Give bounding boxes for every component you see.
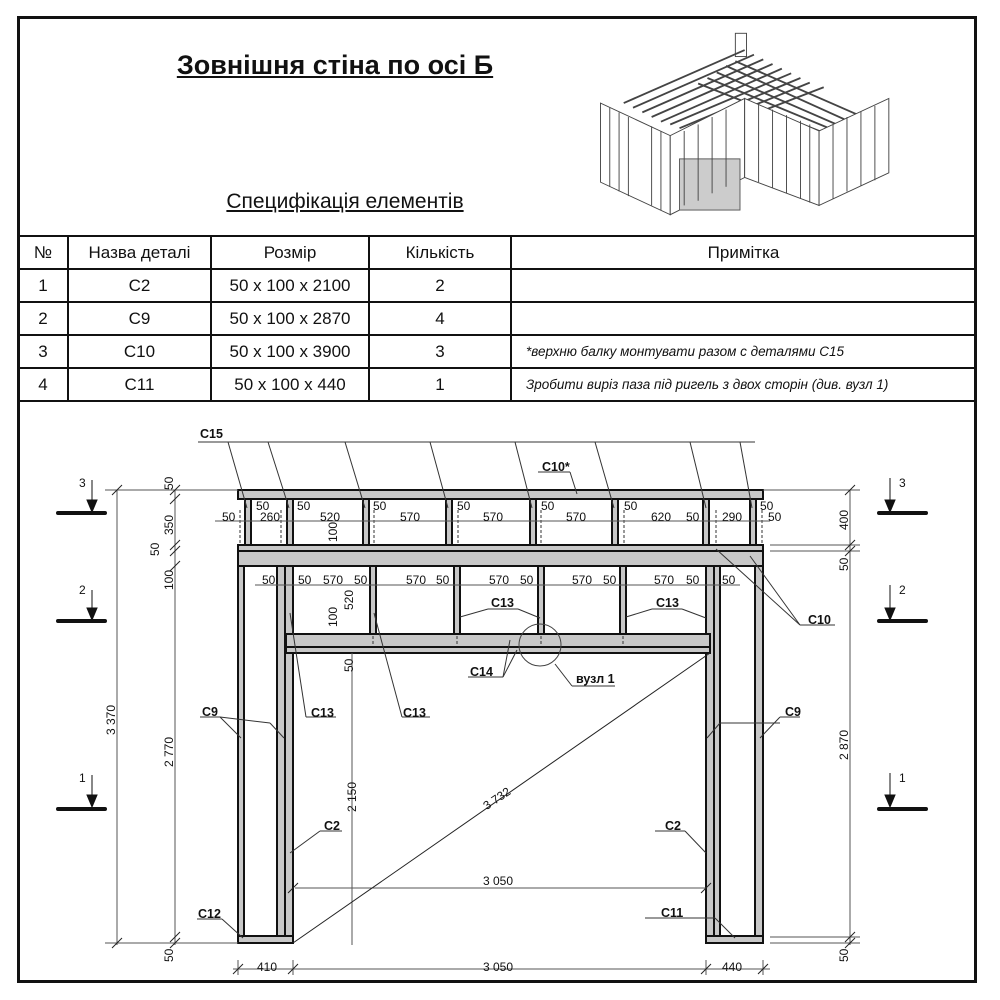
dim-text: 50 (262, 573, 276, 587)
dim-text: 50 (760, 499, 774, 513)
dim-text: 3 050 (483, 874, 514, 888)
cell-no: 1 (18, 269, 68, 302)
dim-text: 50 (624, 499, 638, 513)
cell-no: 4 (18, 368, 68, 401)
cell-name: C2 (68, 269, 211, 302)
cell-note: *верхню балку монтувати разом с деталями C15 (511, 335, 976, 368)
dim-text: 520 (320, 510, 341, 524)
dim-text: 50 (457, 499, 471, 513)
cell-qty: 4 (369, 302, 511, 335)
dim-text: 50 (837, 948, 851, 962)
section-number: 3 (79, 476, 86, 490)
dim-text: 100 (326, 606, 340, 627)
dim-text: 50 (768, 510, 782, 524)
cell-name: C9 (68, 302, 211, 335)
cell-name: C10 (68, 335, 211, 368)
cell-note: Зробити виріз паза під ригель з двох сторін (див. вузл 1) (511, 368, 976, 401)
dim-text: 50 (686, 573, 700, 587)
dim-text: 50 (297, 499, 311, 513)
dim-text: 520 (342, 589, 356, 610)
dim-text: 50 (162, 948, 176, 962)
section-number: 1 (79, 771, 86, 785)
cell-qty: 1 (369, 368, 511, 401)
dim-text: 50 (298, 573, 312, 587)
dim-text: 570 (566, 510, 587, 524)
dim-text: 3 370 (104, 704, 118, 735)
dim-text: 570 (400, 510, 421, 524)
dim-text: 50 (436, 573, 450, 587)
cell-name: C11 (68, 368, 211, 401)
dim-text: 50 (520, 573, 534, 587)
label-c2: C2 (324, 819, 340, 833)
dim-text: 100 (326, 521, 340, 542)
dim-text: 3 050 (483, 960, 514, 974)
section-number: 2 (899, 583, 906, 597)
label-c9: C9 (202, 705, 218, 719)
dim-text: 410 (257, 960, 278, 974)
label-c12: C12 (198, 907, 221, 921)
cell-size: 50 x 100 x 2100 (211, 269, 369, 302)
col-header-name: Назва деталі (68, 236, 211, 269)
label-c14: C14 (470, 665, 493, 679)
dim-text: 50 (162, 476, 176, 490)
dim-text: 100 (162, 569, 176, 590)
label-c13: C13 (403, 706, 426, 720)
label-c2: C2 (665, 819, 681, 833)
dim-text: 50 (603, 573, 617, 587)
section-number: 2 (79, 583, 86, 597)
cell-no: 2 (18, 302, 68, 335)
cell-size: 50 x 100 x 440 (211, 368, 369, 401)
dim-text: 350 (162, 514, 176, 535)
dim-text: 570 (489, 573, 510, 587)
label-node-1: вузл 1 (576, 672, 615, 686)
dim-text: 570 (406, 573, 427, 587)
dim-text: 620 (651, 510, 672, 524)
dim-text: 50 (342, 658, 356, 672)
spec-subtitle: Специфікація елементів (226, 190, 464, 213)
col-header-note: Примітка (511, 236, 976, 269)
cell-size: 50 x 100 x 2870 (211, 302, 369, 335)
dim-text: 50 (837, 557, 851, 571)
label-c13: C13 (311, 706, 334, 720)
col-header-no: № (18, 236, 68, 269)
label-c15: C15 (200, 427, 223, 441)
dim-text: 440 (722, 960, 743, 974)
dim-text: 260 (260, 510, 281, 524)
label-c9: C9 (785, 705, 801, 719)
dim-text: 50 (722, 573, 736, 587)
cell-size: 50 x 100 x 3900 (211, 335, 369, 368)
cell-qty: 3 (369, 335, 511, 368)
label-c13: C13 (656, 596, 679, 610)
cell-no: 3 (18, 335, 68, 368)
dim-text: 50 (373, 499, 387, 513)
dim-text: 2 150 (345, 781, 359, 812)
page-title: Зовнішня стіна по осі Б (176, 50, 494, 80)
section-number: 3 (899, 476, 906, 490)
label-c13: C13 (491, 596, 514, 610)
dim-text: 50 (686, 510, 700, 524)
dim-text: 2 870 (837, 729, 851, 760)
dim-text: 50 (354, 573, 368, 587)
dim-text: 400 (837, 509, 851, 530)
label-c10-star: C10* (542, 460, 570, 474)
dim-text: 570 (654, 573, 675, 587)
dim-text: 50 (256, 499, 270, 513)
col-header-size: Розмір (211, 236, 369, 269)
col-header-qty: Кількість (369, 236, 511, 269)
dim-text-diagonal: 3 732 (480, 784, 514, 813)
label-c10: C10 (808, 613, 831, 627)
section-number: 1 (899, 771, 906, 785)
dim-text: 570 (483, 510, 504, 524)
dim-text: 50 (222, 510, 236, 524)
dim-text: 2 770 (162, 736, 176, 767)
dim-text: 50 (541, 499, 555, 513)
dim-text: 570 (572, 573, 593, 587)
label-c11: C11 (661, 906, 684, 920)
dim-text: 570 (323, 573, 344, 587)
dim-text: 290 (722, 510, 743, 524)
cell-qty: 2 (369, 269, 511, 302)
dim-text: 50 (148, 542, 162, 556)
